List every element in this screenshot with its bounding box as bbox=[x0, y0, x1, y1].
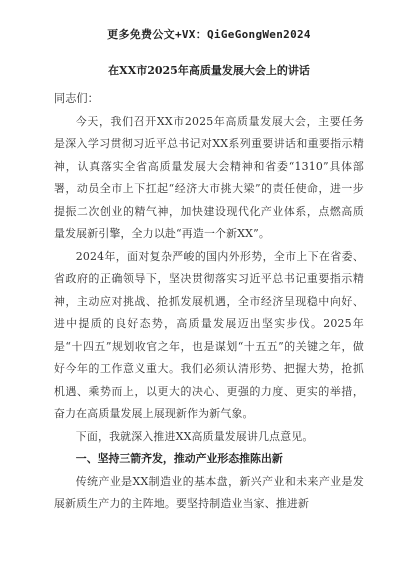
paragraph: 今天，我们召开XX市2025年高质量发展大会，主要任务是深入学习贯彻习近平总书记对XX系列重要讲话和重要指示精神，认真落实全省高质量发展大会精神和省委“1310”具体部署，动员全市上下扛起“经济大市挑大梁”的责任使命，进一步提振二次创业的精气神，加快建设现代化产业体系，点燃高质量发展新引擎，全力以赴“再造一个新XX”。 bbox=[54, 114, 364, 240]
salutation: 同志们： bbox=[54, 92, 99, 105]
promo-header: 更多免费公文+VX：QiGeGongWen2024 bbox=[107, 28, 311, 41]
paragraph: 传统产业是XX制造业的基本盘，新兴产业和未来产业是发展新质生产力的主阵地。要坚持制造业当家、推进新 bbox=[54, 474, 364, 510]
paragraph: 下面，我就深入推进XX高质量发展讲几点意见。 bbox=[75, 429, 314, 443]
section-heading: 一、坚持三箭齐发，推动产业形态推陈出新 bbox=[75, 452, 283, 465]
paragraph: 2024年，面对复杂严峻的国内外形势，全市上下在省委、省政府的正确领导下，坚决贯彻落实习近平总书记重要指示精神，主动应对挑战、抢抓发展机遇，全市经济呈现稳中向好、进中提质的良好态势，高质量发展迈出坚实步伐。2025年是“十四五”规划收官之年，也是谋划“十五五”的关键之年，做好今年的工作意义重大。我们必须认清形势、把握大势，抢抓机遇、乘势而上，以更大的决心、更强的力度、更实的举措，奋力在高质量发展上展现新作为新气象。 bbox=[54, 249, 364, 420]
document-title: 在XX市2025年高质量发展大会上的讲话 bbox=[108, 64, 310, 77]
